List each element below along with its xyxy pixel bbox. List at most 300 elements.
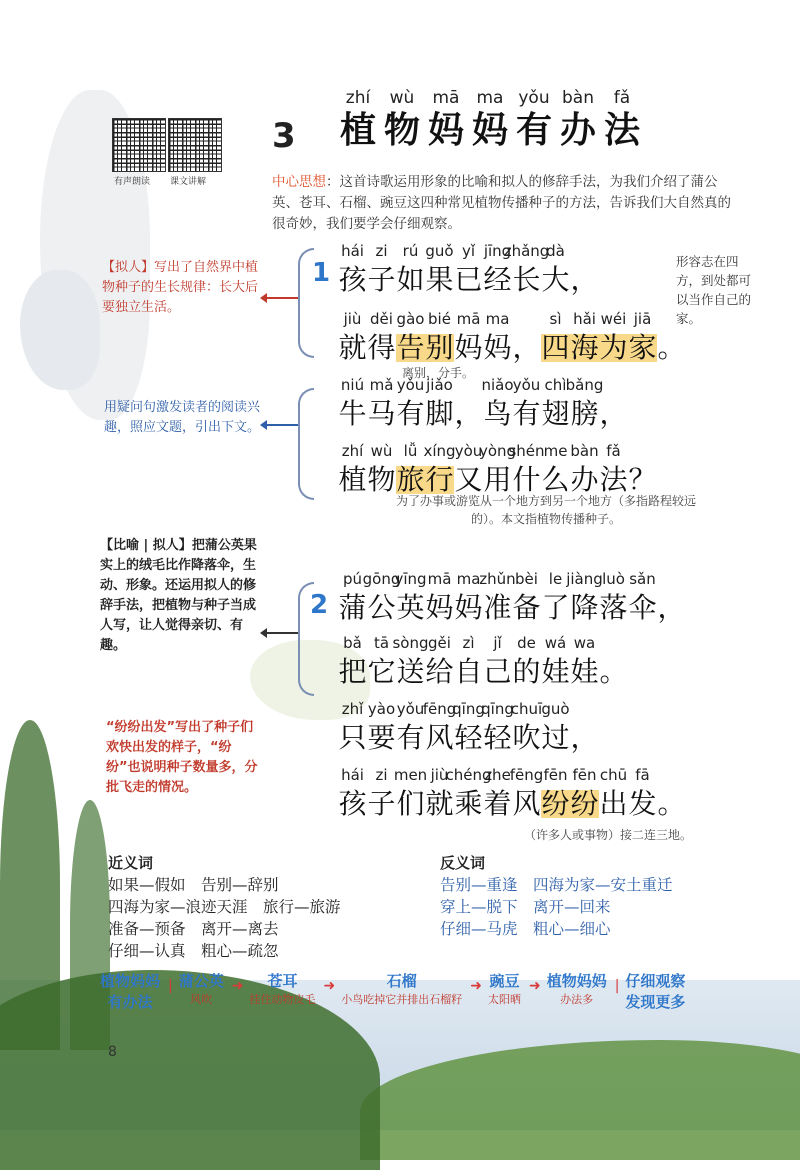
note-fenfen: [106, 718, 262, 798]
hanzi: ，: [599, 397, 628, 430]
hanzi: 英: [396, 591, 425, 624]
hanzi-with-pinyin: [454, 312, 483, 362]
poem-line: [338, 572, 686, 622]
pinyin: mā: [427, 570, 452, 588]
hanzi: 吹: [512, 721, 541, 754]
hanzi: 什: [512, 463, 541, 496]
hanzi: 妈: [425, 591, 454, 624]
hanzi-with-pinyin: [396, 244, 425, 294]
hanzi: 膀: [570, 397, 599, 430]
hanzi: 脚: [425, 397, 454, 430]
pinyin: chéng: [445, 766, 492, 784]
hanzi: 子: [367, 787, 396, 820]
center-thought: [272, 172, 732, 235]
pinyin: men: [393, 766, 428, 784]
hanzi: 发: [628, 787, 657, 820]
hanzi: 纷: [541, 787, 570, 820]
pinyin: děi: [370, 310, 393, 328]
flow-node: [249, 970, 315, 1007]
pinyin: de: [517, 634, 536, 652]
summary-flow: [100, 970, 693, 1028]
hanzi: 法: [603, 109, 640, 151]
flow-node: [625, 970, 685, 1012]
pinyin: yòu: [454, 442, 483, 460]
hanzi: 植: [339, 109, 376, 151]
qr-label-lecture: 课文讲解: [170, 177, 207, 187]
hanzi: ，: [657, 591, 686, 624]
arrow-right-icon: |: [614, 978, 620, 994]
brace-stanza1-b: [298, 388, 314, 500]
hanzi: 妈: [454, 591, 483, 624]
hanzi-with-pinyin: [338, 444, 367, 494]
pinyin: bié: [428, 310, 451, 328]
flow-node: [547, 970, 607, 1007]
hanzi-with-pinyin: [424, 88, 468, 151]
pinyin: zi: [375, 766, 388, 784]
hanzi-with-pinyin: [425, 636, 454, 686]
flow-sub: 小鸟吃掉它并排出石榴籽: [341, 993, 463, 1006]
pinyin: yào: [367, 700, 396, 718]
pinyin: mǎ: [369, 376, 394, 394]
hanzi: 有: [515, 109, 552, 151]
synonym-row: 仔细—认真 粗心—疏忽: [108, 942, 279, 960]
hanzi-with-pinyin: [600, 88, 644, 151]
hanzi: 翅: [541, 397, 570, 430]
antonyms-heading: 反义词: [440, 854, 486, 872]
synonym-row: 四海为家—浪迹天涯 旅行—旅游: [108, 898, 341, 916]
pinyin: fēng: [422, 700, 457, 718]
hanzi: ？: [628, 463, 657, 496]
hanzi-with-pinyin: [338, 378, 367, 428]
hanzi: 妈: [471, 109, 508, 151]
pinyin: shén: [508, 442, 545, 460]
hanzi-with-pinyin: [380, 88, 424, 151]
qr-code-audio[interactable]: [112, 118, 166, 172]
hanzi-with-pinyin: [425, 378, 454, 428]
hanzi-with-pinyin: [425, 244, 454, 294]
hanzi-with-pinyin: [367, 702, 396, 752]
flow-title: 仔细观察: [625, 972, 686, 990]
poem-line: [338, 378, 628, 428]
hanzi: 么: [541, 463, 570, 496]
hanzi: 轻: [454, 721, 483, 754]
hanzi: 妈: [427, 109, 464, 151]
flow-sub: 挂住动物皮毛: [249, 993, 316, 1006]
flow-sub: 有办法: [107, 993, 153, 1011]
hanzi: 旅: [396, 463, 425, 496]
flow-sub: 风吹: [190, 993, 213, 1006]
pinyin: wá: [544, 634, 567, 652]
hanzi-with-pinyin: [338, 312, 367, 362]
hanzi: 乘: [454, 787, 483, 820]
hanzi: ，: [570, 721, 599, 754]
antonyms-box: [440, 852, 740, 940]
qr-label-audio: 有声朗读: [114, 177, 151, 187]
pinyin: zhí: [345, 88, 371, 108]
hanzi: 有: [396, 721, 425, 754]
arrow-right-icon: ➜: [231, 978, 244, 994]
pinyin: dà: [546, 242, 565, 260]
leaf-illustration: [20, 270, 100, 390]
pinyin: luò: [602, 570, 625, 588]
hanzi-with-pinyin: [336, 88, 380, 151]
pinyin: yǒu: [396, 376, 425, 394]
pinyin: jǐ: [493, 634, 502, 652]
pinyin: fēn: [572, 766, 597, 784]
pinyin: wéi: [600, 310, 627, 328]
hanzi-with-pinyin: [338, 702, 367, 752]
hanzi-with-pinyin: [628, 312, 657, 362]
poem-line: [338, 702, 599, 752]
hanzi-with-pinyin: [483, 768, 512, 818]
flow-title: 植物妈妈: [100, 972, 161, 990]
qr-code-lecture[interactable]: [168, 118, 222, 172]
flow-title: 植物妈妈: [546, 972, 607, 990]
hanzi: 经: [483, 263, 512, 296]
pinyin: guò: [541, 700, 570, 718]
hanzi-with-pinyin: [445, 766, 492, 820]
hanzi: 家: [628, 331, 657, 364]
hanzi-with-pinyin: [599, 378, 628, 428]
flow-node: [341, 970, 462, 1007]
pinyin: me: [543, 442, 568, 460]
hanzi: 要: [367, 721, 396, 754]
pinyin: jiù: [343, 310, 362, 328]
hanzi-with-pinyin: [566, 570, 603, 624]
hanzi: 落: [599, 591, 628, 624]
hanzi: 只: [338, 721, 367, 754]
synonyms-heading: 近义词: [108, 854, 154, 872]
poem-line: [338, 312, 686, 362]
lesson-number: 3: [272, 116, 296, 156]
hanzi: 己: [483, 655, 512, 688]
flow-title: 苍耳: [267, 972, 298, 990]
pinyin: ma: [485, 310, 510, 328]
hanzi-with-pinyin: [483, 312, 512, 362]
hanzi: 已: [454, 263, 483, 296]
hanzi: ，: [512, 331, 541, 364]
hanzi: 风: [425, 721, 454, 754]
hanzi-with-pinyin: [367, 244, 396, 294]
pinyin: yǒu: [512, 376, 541, 394]
pinyin: yǒu: [518, 88, 550, 108]
hanzi: 准: [483, 591, 512, 624]
hanzi-with-pinyin: [396, 378, 425, 428]
hanzi: 出: [599, 787, 628, 820]
note-metaphor: [100, 536, 260, 656]
hanzi-with-pinyin: [541, 636, 570, 686]
hanzi: 轻: [483, 721, 512, 754]
hanzi: 给: [425, 655, 454, 688]
pinyin: qīng: [481, 700, 514, 718]
arrow-icon: [266, 297, 298, 299]
hanzi-with-pinyin: [512, 702, 541, 752]
pinyin: zi: [375, 242, 388, 260]
flow-sub: 发现更多: [625, 993, 686, 1011]
hanzi-with-pinyin: [338, 768, 367, 818]
hanzi: 大: [541, 263, 570, 296]
hanzi-with-pinyin: [454, 636, 483, 686]
hanzi: 马: [367, 397, 396, 430]
hanzi-with-pinyin: [599, 312, 628, 362]
stanza-number-1: 1: [312, 258, 331, 288]
hanzi: 过: [541, 721, 570, 754]
hanzi: 用: [483, 463, 512, 496]
pinyin: zhǐ: [341, 700, 364, 718]
hanzi: 纷: [570, 787, 599, 820]
synonyms-box: [108, 852, 408, 962]
hanzi: 孩: [338, 787, 367, 820]
pinyin: yǒu: [396, 700, 425, 718]
hanzi-with-pinyin: [396, 702, 425, 752]
note-text: “纷纷出发”写出了种子们欢快出发的样子，“纷纷”也说明种子数量多，分批飞走的情况。: [106, 720, 258, 795]
hanzi: 物: [367, 463, 396, 496]
pinyin: gěi: [428, 634, 451, 652]
arrow-right-icon: ➜: [323, 978, 336, 994]
hanzi-with-pinyin: [425, 572, 454, 622]
hanzi-with-pinyin: [512, 378, 541, 428]
pinyin: tā: [373, 634, 390, 652]
pinyin: hái: [341, 766, 364, 784]
hanzi-with-pinyin: [483, 378, 512, 428]
pinyin: jiā: [633, 310, 652, 328]
hanzi: 果: [425, 263, 454, 296]
pinyin: le: [548, 570, 563, 588]
hanzi: 子: [367, 263, 396, 296]
hanzi: 。: [657, 787, 686, 820]
pinyin: niú: [340, 376, 365, 394]
hanzi: 得: [367, 331, 396, 364]
pinyin: niǎo: [481, 376, 514, 394]
hanzi-with-pinyin: [657, 572, 686, 622]
pinyin: qīng: [452, 700, 485, 718]
hanzi: ，: [454, 397, 483, 430]
hanzi: 孩: [338, 263, 367, 296]
gloss-fenfen: （许多人或事物）接二连三地。: [524, 828, 693, 842]
pinyin: fēng: [509, 766, 544, 784]
arrow-right-icon: |: [168, 978, 173, 994]
pinyin: hái: [341, 242, 364, 260]
arrow-right-icon: ➜: [528, 978, 541, 994]
hanzi: 娃: [570, 655, 599, 688]
pinyin: gào: [396, 310, 425, 328]
pinyin: yīng: [394, 570, 427, 588]
hanzi: 告: [396, 331, 425, 364]
hanzi: 。: [657, 331, 686, 364]
hanzi: 把: [338, 655, 367, 688]
hanzi-with-pinyin: [599, 768, 628, 818]
hanzi: 办: [570, 463, 599, 496]
hanzi-with-pinyin: [599, 572, 628, 622]
hanzi: 法: [599, 463, 628, 496]
hanzi-with-pinyin: [367, 312, 396, 362]
hanzi: 公: [367, 591, 396, 624]
hanzi-with-pinyin: [570, 312, 599, 362]
hanzi-with-pinyin: [479, 570, 516, 624]
hanzi-with-pinyin: [396, 312, 425, 362]
hanzi-with-pinyin: [362, 570, 401, 624]
hanzi: 。: [599, 655, 628, 688]
hanzi-with-pinyin: [512, 312, 541, 362]
hanzi-with-pinyin: [628, 768, 657, 818]
pinyin: mā: [456, 310, 481, 328]
pinyin: zhe: [484, 766, 511, 784]
hanzi: 的: [512, 655, 541, 688]
hanzi-with-pinyin: [396, 572, 425, 622]
hanzi-with-pinyin: [570, 636, 599, 686]
hanzi-with-pinyin: [396, 444, 425, 494]
antonym-row: 仔细—马虎 粗心—细心: [440, 920, 611, 938]
pinyin: zhǔn: [479, 570, 516, 588]
hanzi: 牛: [338, 397, 367, 430]
page-number: 8: [108, 1044, 117, 1060]
hanzi: 办: [559, 109, 596, 151]
pinyin: chū: [599, 766, 628, 784]
hanzi: 娃: [541, 655, 570, 688]
hanzi: 如: [396, 263, 425, 296]
hanzi-with-pinyin: [565, 376, 604, 430]
hanzi-with-pinyin: [570, 702, 599, 752]
synonym-row: 如果—假如 告别—辞别: [108, 876, 279, 894]
flow-sub: 太阳晒: [487, 993, 521, 1006]
poem-line: [338, 244, 599, 294]
hanzi: 风: [512, 787, 541, 820]
hanzi-with-pinyin: [367, 378, 396, 428]
hanzi-with-pinyin: [454, 244, 483, 294]
hanzi: 海: [570, 331, 599, 364]
hanzi: 四: [541, 331, 570, 364]
hanzi-with-pinyin: [599, 636, 628, 686]
hanzi: 就: [338, 331, 367, 364]
pinyin: fā: [635, 766, 650, 784]
pinyin: sì: [549, 310, 562, 328]
hanzi-with-pinyin: [570, 244, 599, 294]
hanzi: 有: [396, 397, 425, 430]
hanzi-with-pinyin: [468, 88, 512, 151]
flow-node: [100, 970, 160, 1012]
hanzi-with-pinyin: [508, 442, 545, 496]
pinyin: gōng: [362, 570, 401, 588]
flow-node: [488, 970, 521, 1007]
hanzi-with-pinyin: [509, 766, 544, 820]
hanzi-with-pinyin: [570, 768, 599, 818]
pinyin: bàn: [570, 442, 599, 460]
note-personification-1: [102, 258, 262, 318]
hanzi-with-pinyin: [454, 378, 483, 428]
hanzi-with-pinyin: [512, 572, 541, 622]
hanzi: 们: [396, 787, 425, 820]
center-thought-text: ：这首诗歌运用形象的比喻和拟人的修辞手法，为我们介绍了蒲公英、苍耳、石榴、豌豆这四种常见植物传播种子的方法，告诉我们大自然真的很奇妙，我们要学会仔细观察。: [272, 174, 731, 232]
hanzi: 妈: [483, 331, 512, 364]
pinyin: jīng: [483, 242, 512, 260]
hanzi-with-pinyin: [367, 768, 396, 818]
pinyin: yǐ: [461, 242, 476, 260]
hanzi: 行: [425, 463, 454, 496]
pinyin: bǎng: [565, 376, 604, 394]
hanzi-with-pinyin: [541, 768, 570, 818]
synonym-row: 准备—预备 离开—离去: [108, 920, 279, 938]
hanzi: 备: [512, 591, 541, 624]
pinyin: mā: [432, 88, 460, 108]
arrow-icon: [266, 632, 298, 634]
leaf-illustration: [0, 720, 60, 1050]
poem-line: [338, 444, 657, 494]
pinyin: wù: [389, 88, 415, 108]
hanzi: 送: [396, 655, 425, 688]
pinyin: fēn: [543, 766, 568, 784]
note-question: [104, 398, 264, 438]
pinyin: fǎ: [613, 88, 631, 108]
pinyin: chì: [544, 376, 567, 394]
hanzi-with-pinyin: [556, 88, 600, 151]
hanzi-with-pinyin: [425, 444, 454, 494]
hanzi-with-pinyin: [657, 768, 686, 818]
antonym-row: 告别—重逢 四海为家—安土重迁: [440, 876, 673, 894]
gloss-gaobie: 离别，分手。: [402, 366, 475, 380]
arrow-right-icon: ➜: [470, 978, 482, 994]
hanzi: 伞: [628, 591, 657, 624]
hanzi-with-pinyin: [628, 444, 657, 494]
note-text: 用疑问句激发读者的阅读兴趣，照应文题，引出下文。: [104, 400, 261, 435]
note-tag-metaphor: 【比喻 | 拟人】: [100, 538, 192, 553]
note-text: 写出了自然界中植物种子的生长规律：长大后要独立生活。: [102, 260, 259, 315]
gloss-sihaiweijia: 形容志在四方，到处都可以当作自己的家。: [676, 254, 752, 326]
pinyin: ma: [476, 88, 504, 108]
hanzi: ，: [570, 263, 599, 296]
poem-line: [338, 636, 628, 686]
pinyin: zhí: [341, 442, 364, 460]
hanzi: 了: [541, 591, 570, 624]
flow-node: [179, 970, 224, 1007]
hanzi-with-pinyin: [425, 312, 454, 362]
hanzi-with-pinyin: [393, 766, 428, 820]
hanzi-with-pinyin: [541, 312, 570, 362]
hanzi: 它: [367, 655, 396, 688]
stanza-number-2: 2: [310, 590, 329, 620]
flow-title: 豌豆: [489, 972, 520, 990]
hanzi-with-pinyin: [392, 634, 429, 688]
pinyin: jiù: [430, 766, 449, 784]
note-text: 把蒲公英果实上的绒毛比作降落伞，生动、形象。还运用拟人的修辞手法，把植物与种子当成人写，让人觉得亲切、有趣。: [100, 538, 257, 653]
hanzi-with-pinyin: [541, 244, 570, 294]
lesson-title: [336, 88, 644, 151]
flow-title: 蒲公英: [178, 972, 224, 990]
hanzi: 又: [454, 463, 483, 496]
hanzi-with-pinyin: [367, 444, 396, 494]
note-tag-personification: 【拟人】: [102, 260, 155, 275]
center-thought-label: 中心思想: [272, 174, 326, 190]
pinyin: zì: [462, 634, 475, 652]
pinyin: sǎn: [629, 570, 656, 588]
hanzi-with-pinyin: [483, 636, 512, 686]
pinyin: wa: [573, 634, 596, 652]
hanzi: 为: [599, 331, 628, 364]
hanzi: 妈: [454, 331, 483, 364]
hanzi-with-pinyin: [570, 444, 599, 494]
hanzi: 长: [512, 263, 541, 296]
pinyin: fǎ: [606, 442, 621, 460]
hanzi-with-pinyin: [599, 444, 628, 494]
hanzi-with-pinyin: [422, 700, 457, 754]
hanzi: 蒲: [338, 591, 367, 624]
hanzi-with-pinyin: [503, 242, 550, 296]
pinyin: zhǎng: [503, 242, 550, 260]
hanzi: 有: [512, 397, 541, 430]
hanzi-with-pinyin: [628, 572, 657, 622]
hanzi-with-pinyin: [338, 244, 367, 294]
pinyin: chuī: [510, 700, 543, 718]
flow-title: 石榴: [386, 972, 417, 990]
